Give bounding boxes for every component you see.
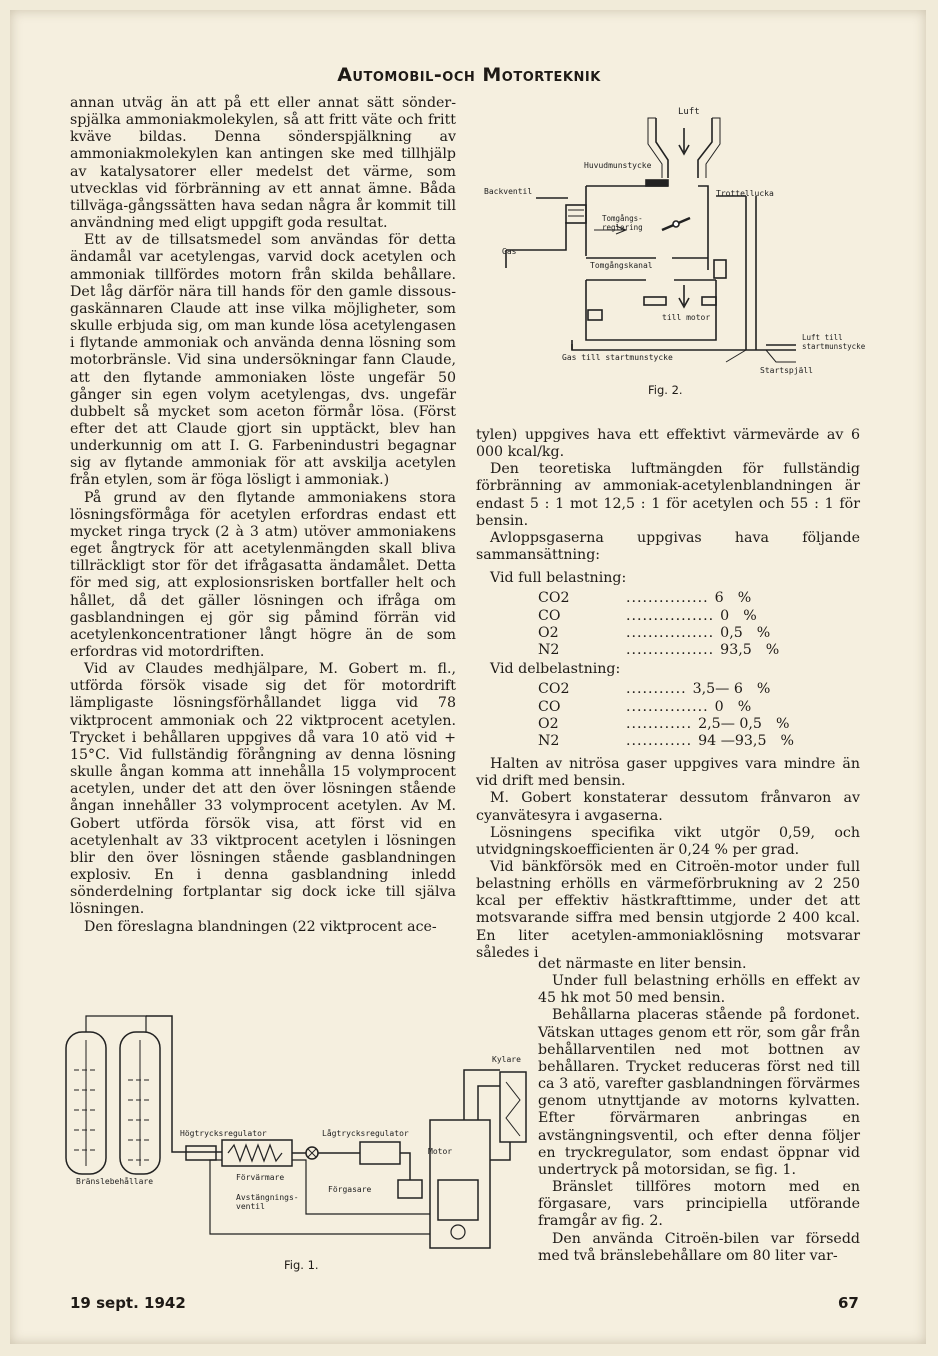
fig1-label-kylare: Kylare: [492, 1055, 521, 1064]
left-column: [70, 95, 456, 936]
composition-unit: %: [780, 732, 794, 749]
composition-dots: ............: [626, 715, 693, 732]
fig1-label-avstangning-1: Avstängnings-: [236, 1193, 299, 1202]
paragraph: tylen) uppgives hava ett effektivt värmevärde av 6 000 kcal/kg.: [476, 427, 860, 461]
composition-dots: ...............: [626, 698, 709, 715]
fig2-label-tomgangsreglering-1: Tomgångs-: [602, 214, 643, 223]
fig1-label-branslebehallare: Bränslebehållare: [76, 1177, 154, 1186]
fig2-label-startspjall: Startspjäll: [760, 366, 813, 375]
composition-unit: %: [756, 624, 771, 641]
fig2-label-tomgangskanal: Tomgångskanal: [590, 261, 653, 270]
composition-formula: CO: [538, 607, 561, 624]
part-load-table: [538, 681, 860, 750]
paragraph: Den föreslagna blandningen (22 viktprocent ace-: [84, 918, 437, 935]
right-column-top: [476, 427, 860, 962]
part-load-label: Vid delbelastning:: [490, 661, 621, 678]
page-header: Automobil-och Motorteknik: [337, 64, 601, 86]
composition-formula: N2: [538, 732, 560, 749]
paragraph: M. Gobert konstaterar dessutom frånvaron av cyanvätesyra i avgaserna.: [476, 790, 860, 824]
composition-row: [538, 681, 860, 698]
fig2-label-luft-start-1: Luft till: [802, 333, 843, 342]
paragraph: Lösningens specifika vikt utgör 0,59, och utvidgningskoefficienten är 0,24 % per grad.: [476, 824, 860, 858]
paragraph: Avloppsgaserna uppgivas hava följande sammansättning:: [476, 529, 860, 564]
composition-value: 0: [720, 607, 730, 624]
fig1-label-hogtrycksregulator: Högtrycksregulator: [180, 1129, 267, 1138]
composition-row: [538, 699, 860, 716]
paragraph: Bränslet tillföres motorn med en förgasare, vars principiella utförande framgår av fig. 2.: [538, 1179, 860, 1230]
composition-row: [538, 608, 860, 625]
composition-unit: %: [737, 698, 752, 715]
composition-unit: %: [765, 641, 780, 658]
paragraph: Den teoretiska luftmängden för fullständig förbränning av ammoniak-acetylenblandningen är endast 5 : 1 mot 12,5 : 1 för acetylen och 55 : 1 för bensin.: [476, 461, 860, 529]
composition-row: [538, 716, 860, 733]
composition-unit: %: [737, 590, 752, 607]
composition-row: [538, 590, 860, 607]
composition-row: [538, 733, 860, 750]
composition-unit: %: [743, 607, 757, 624]
right-column-bottom: [538, 956, 860, 1265]
composition-value: 3,5— 6: [692, 681, 743, 698]
paragraph: Den använda Citroën-bilen var försedd med två bränslebehållare om 80 liter var-: [538, 1230, 860, 1264]
page-number: 67: [838, 1294, 859, 1312]
composition-formula: O2: [538, 624, 559, 641]
fig2-label-trottellucka: Trottellucka: [716, 189, 774, 198]
full-load-label: Vid full belastning:: [490, 570, 627, 587]
composition-value: 0: [714, 698, 724, 715]
fig1-label-forvarmare: Förvärmare: [236, 1173, 285, 1182]
paragraph: Behållarna placeras stående på fordonet. Vätskan uttages genom ett rör, som går från behållarventilen ned mot bottnen av behållaren. Trycket reduceras först ned till ca 3 atö, varefter gasblandningen förvärmes genom utnyttjande av motorns kylvatten. Efter förvärmaren anbringas en avstängningsventil, och efter denna följer en tryckregulator, som endast öppnar vid undertryck på motorsidan, se fig. 1.: [538, 1007, 860, 1178]
fig1-label-forgasare: Förgasare: [328, 1185, 372, 1194]
composition-formula: N2: [538, 641, 560, 658]
composition-unit: %: [756, 681, 771, 698]
fig2-label-gas-start: Gas till startmunstycke: [562, 353, 673, 362]
composition-formula: O2: [538, 715, 559, 732]
composition-value: 2,5— 0,5: [698, 715, 762, 732]
composition-dots: ................: [626, 624, 715, 641]
fig1-label-motor: Motor: [428, 1147, 453, 1156]
composition-value: 0,5: [720, 624, 743, 641]
fig2-label-tomgangsreglering-2: reglering: [602, 223, 643, 232]
footer-date: 19 sept. 1942: [70, 1294, 186, 1312]
full-load-table: [538, 590, 860, 659]
fig1-label-avstangning-2: ventil: [236, 1202, 265, 1211]
fig1-label-lagtrycksregulator: Lågtrycksregulator: [322, 1129, 409, 1138]
composition-dots: ............: [626, 732, 693, 749]
composition-formula: CO: [538, 698, 561, 715]
fig2-label-gas: Gas: [502, 247, 517, 256]
composition-dots: ...............: [626, 590, 709, 607]
fig2-label-till-motor: till motor: [662, 313, 711, 322]
paragraph: annan utväg än att på ett eller annat sätt sönder-spjälka ammoniakmolekylen, så att fritt väte och fritt kväve bildas. Denna sönderspjälkning av ammoniakmolekylen kan antingen ske med tillhjälp av katalysatorer eller medelst det värme, som utvecklas vid förbränning av ett annat ämne. Båda tillväga-gångssätten hava sedan några år kommit till användning med eligt uppgift goda resultat.: [70, 95, 456, 232]
fig2-label-backventil: Backventil: [484, 187, 533, 196]
composition-unit: %: [775, 715, 790, 732]
composition-dots: ................: [626, 641, 715, 658]
fig2-label-luft: Luft: [678, 107, 700, 117]
composition-formula: CO2: [538, 681, 570, 698]
paragraph: Halten av nitrösa gaser uppgives vara mindre än vid drift med bensin.: [476, 756, 860, 790]
paragraph: Ett av de tillsatsmedel som användas för detta ändamål var acetylengas, varvid dock acetylen och ammoniak tillfördes motorn från skilda behållare. Det låg därför nära till hands för den gamle dissous-gaskännaren Claude att inse vilka möjligheter, som skulle erbjuda sig, om man kunde lösa acetylengasen i flytande ammoniak och använda denna lösning som motorbränsle. Vid sina undersökningar fann Claude, att den flytande ammoniaken löste ungefär 50 gånger sin egen volym acetylengas, dvs. ungefär dubbelt så mycket som aceton förmår lösa. (Först efter det att Claude gjort sin upptäckt, blev han underkunnig om att I. G. Farbenindustri begagnar sig av flytande ammoniak för att avskilja acetylen från etylen, som är föga lösligt i ammoniak.): [70, 232, 456, 489]
fig2-label-luft-start-2: startmunstycke: [802, 342, 866, 351]
fig1-diagram: [60, 1010, 538, 1258]
paragraph: På grund av den flytande ammoniakens stora lösningsförmåga för acetylen erfordras endast ett mycket ringa tryck (2 à 3 atm) utöver ammoniakens eget ångtryck för att acetylenmängden skall bliva tillräckligt stor för det ifrågasatta ändamålet. Detta för med sig, att explosionsrisken bortfaller helt och hållet, då det gäller lösningen och ifråga om gasblandningen ej gör sig påmind förrän vid acetylenkoncentrationer långt högre än de som erfordras vid motordriften.: [70, 489, 456, 660]
paragraph: Vid bänkförsök med en Citroën-motor under full belastning erhölls en värmeförbrukning av 2 250 kcal per effektiv hästkrafttimme, under det att motsvarande siffra med bensin utgjorde 2 400 kcal. En liter acetylen-ammoniaklösning motsvarar således i: [476, 859, 860, 961]
paragraph: Vid av Claudes medhjälpare, M. Gobert m. fl., utförda försök visade sig det för motordrift lämpligaste lösningsförhållandet ligga vid 78 viktprocent ammoniak och 22 viktprocent acetylen. Trycket i behållaren uppgives då vara 10 atö vid + 15°C. Vid fullständig förångning av denna lösning skulle ångan komma att innehålla 15 volymprocent acetylen, under det att den över lösningen stående ångan innehåller 33 volymprocent acetylen. Av M. Gobert utförda försök visa, att först vid en acetylenhalt av 33 viktprocent acetylen i lösningen blir den över lösningen stående gasblandningen explosiv. En i denna gasblandning inledd sönderdelning fortplantar sig dock icke till själva lösningen.: [70, 661, 456, 918]
composition-dots: ...........: [626, 681, 687, 698]
composition-value: 93,5: [720, 641, 752, 658]
composition-formula: CO2: [538, 590, 570, 607]
fig2-label-huvudmunstycke: Huvudmunstycke: [584, 161, 652, 170]
fig1-caption: Fig. 1.: [284, 1258, 319, 1272]
composition-row: [538, 625, 860, 642]
composition-value: 94 —93,5: [698, 732, 767, 749]
composition-value: 6: [714, 590, 724, 607]
paragraph: det närmaste en liter bensin.: [538, 956, 747, 972]
paragraph: Under full belastning erhölls en effekt av 45 hk mot 50 med bensin.: [538, 973, 860, 1007]
composition-dots: ................: [626, 607, 715, 624]
composition-row: [538, 642, 860, 659]
fig2-caption: Fig. 2.: [648, 383, 683, 397]
fig2-diagram: [476, 100, 876, 390]
